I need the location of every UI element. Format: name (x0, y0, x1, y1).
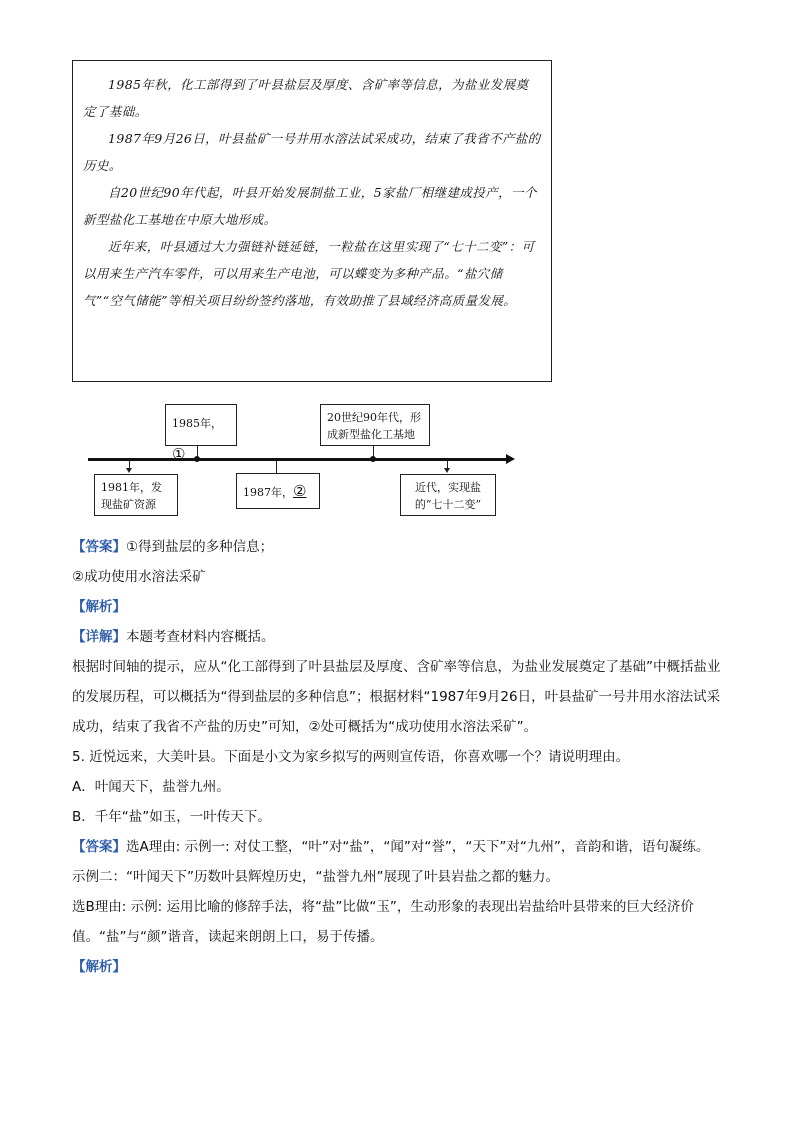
question-5: 5. 近悦远来，大美叶县。下面是小文为家乡拟写的两则宣传语，你喜欢哪一个？请说明理由。 (72, 749, 630, 765)
detail-2: 根据时间轴的提示，应从“化工部得到了叶县盐层及厚度、含矿率等信息，为盐业发展奠定了基础”中概括盐业的发展历程，可以概括为“得到盐层的多种信息”；根据材料“1987年9月26日，叶县盐矿一号井用水溶法试采成功，结束了我省不产盐的历史”可知，②处可概括为“成功使用水溶法采矿”。 (72, 659, 721, 735)
analysis-tag: 【解析】 (72, 599, 126, 615)
timeline (88, 398, 518, 520)
analysis2-tag: 【解析】 (72, 959, 126, 975)
detail-1: 本题考查材料内容概括。 (126, 629, 275, 645)
timeline-box-1990s: 20世纪90年代，形成新型盐化工基地 (320, 404, 430, 446)
timeline-stem-1987 (276, 461, 277, 473)
answer2-line (72, 832, 724, 862)
answer2-tag: 【答案】 (72, 839, 126, 855)
analysis2-line (72, 952, 724, 982)
timeline-arrowhead (506, 454, 515, 464)
option-a: A．叶闻天下，盐誉九州。 (72, 779, 230, 795)
material-paragraph-1985: 1985年秋，化工部得到了叶县盐层及厚度、含矿率等信息，为盐业发展奠定了基础。 (83, 77, 529, 119)
answer2-a: 选A理由: 示例一: 对仗工整，“叶”对“盐”，“闻”对“誉”，“天下”对“九州”，音韵和谐，语句凝练。 (126, 839, 710, 855)
answer-tag: 【答案】 (72, 539, 126, 555)
timeline-axis (88, 458, 508, 461)
timeline-blank-2: ② (293, 482, 307, 500)
timeline-box-1987 (236, 473, 320, 509)
material-paragraph-recent: 近年来，叶县通过大力强链补链延链，一粒盐在这里实现了“七十二变”：可以用来生产汽车零件，可以用来生产电池，可以蝶变为多种产品。“盐穴储气”“空气储能”等相关项目纷纷签约落地，有效助推了县域经济高质量发展。 (83, 239, 535, 308)
timeline-box-1981: 1981年，发现盐矿资源 (94, 474, 178, 516)
timeline-arrow-recent (444, 468, 450, 473)
timeline-dot-1990s (370, 456, 376, 462)
timeline-dot-1985 (194, 456, 200, 462)
answer-line (72, 532, 724, 562)
detail-line (72, 622, 724, 652)
timeline-box-1985 (165, 404, 237, 463)
material-box (72, 60, 552, 382)
detail-tag: 【详解】 (72, 629, 126, 645)
answer-2: ②成功使用水溶法采矿 (72, 569, 206, 585)
answer-content (72, 532, 724, 982)
material-paragraph-1987: 1987年9月26日，叶县盐矿一号井用水溶法试采成功，结束了我省不产盐的历史。 (83, 131, 541, 173)
timeline-blank-1: ① (172, 445, 186, 463)
timeline-1985-text: 1985年， (172, 417, 222, 430)
timeline-1987-text: 1987年， (243, 486, 293, 499)
answer2-b: 选B理由: 示例: 运用比喻的修辞手法，将“盐”比做“玉”，生动形象的表现出岩盐给叶县带来的巨大经济价值。“盐”与“颜”谐音，读起来朗朗上口，易于传播。 (72, 899, 694, 945)
timeline-arrow-1981 (126, 468, 132, 473)
material-paragraph-1990s: 自20世纪90年代起，叶县开始发展制盐工业，5家盐厂相继建成投产，一个新型盐化工基地在中原大地形成。 (83, 185, 537, 227)
answer2-a2: 示例二：“叶闻天下”历数叶县辉煌历史，“盐誉九州”展现了叶县岩盐之都的魅力。 (72, 869, 559, 885)
analysis-line (72, 592, 724, 622)
timeline-box-recent: 近代，实现盐的“七十二变” (400, 474, 496, 516)
option-b: B．千年“盐”如玉，一叶传天下。 (72, 809, 271, 825)
answer-1: ①得到盐层的多种信息； (126, 539, 274, 555)
